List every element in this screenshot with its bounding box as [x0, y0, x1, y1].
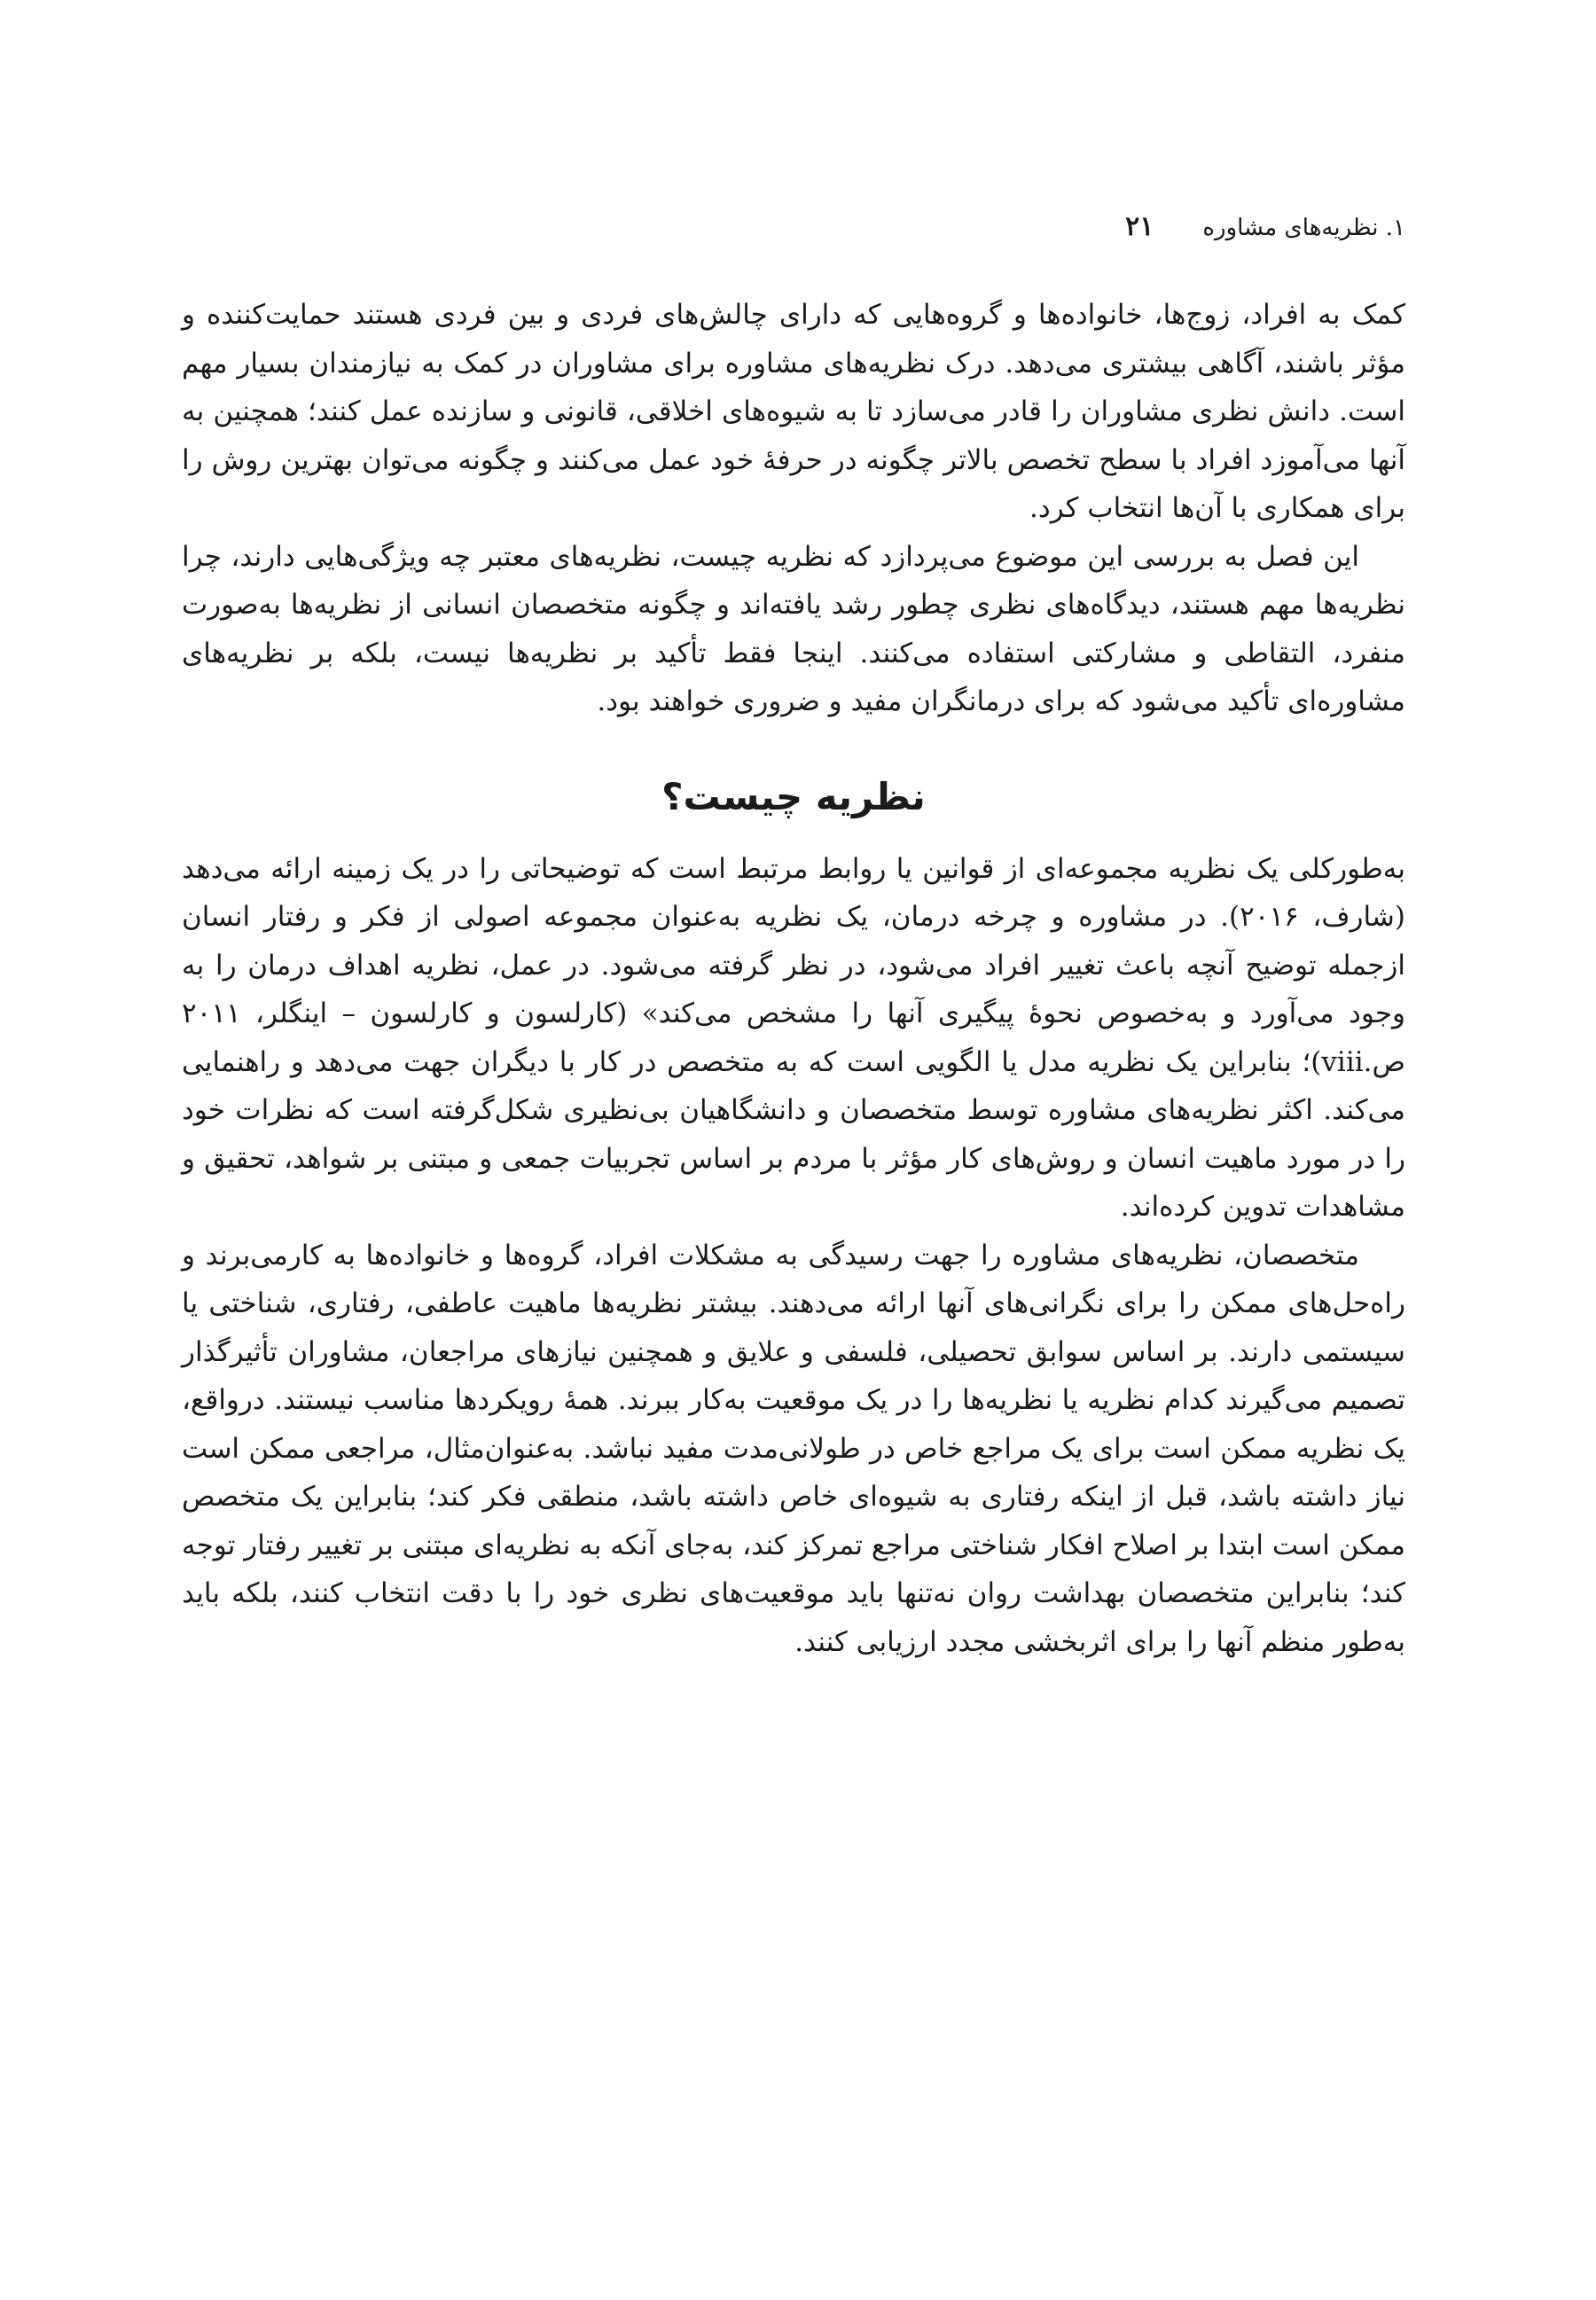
running-header	[182, 211, 1405, 242]
paragraph-section-1: به‌طورکلی یک نظریه مجموعه‌ای از قوانین یا روابط مرتبط است که توضیحاتی را در یک زمینه ارائه می‌دهد (شارف، ۲۰۱۶). در مشاوره و چرخه درمان، یک نظریه به‌عنوان مجموعه اصولی از فکر و رفتار انسان ازجمله توضیح آنچه باعث تغییر افراد می‌شود، در نظر گرفته می‌شود. در عمل، نظریه اهداف درمان را به وجود می‌آورد و به‌خصوص نحوهٔ پیگیری آنها را مشخص می‌کند» (کارلسون و کارلسون – اینگلر، ۲۰۱۱ ص.viii)؛ بنابراین یک نظریه مدل یا الگویی است که به متخصص در کار با دیگران جهت می‌دهد و راهنمایی می‌کند. اکثر نظریه‌های مشاوره توسط متخصصان و دانشگاهیان بی‌نظیری شکل‌گرفته است که نظرات خود را در مورد ماهیت انسان و روش‌های کار مؤثر با مردم بر اساس تجربیات جمعی و مبتنی بر شواهد، تحقیق و مشاهدات تدوین کرده‌اند.	[182, 852, 1405, 1223]
body-text	[182, 291, 1405, 1666]
paragraph-section-2: متخصصان، نظریه‌های مشاوره را جهت رسیدگی به مشکلات افراد، گروه‌ها و خانواده‌ها به کارمی‌برند و راه‌حل‌های ممکن را برای نگرانی‌های آنها ارائه می‌دهند. بیشتر نظریه‌ها ماهیت عاطفی، رفتاری، شناختی یا سیستمی دارند. بر اساس سوابق تحصیلی، فلسفی و علایق و همچنین نیازهای مراجعان، مشاوران تأثیرگذار تصمیم می‌گیرند کدام نظریه یا نظریه‌ها را در یک موقعیت به‌کار ببرند. همهٔ رویکردها مناسب نیستند. درواقع، یک نظریه ممکن است برای یک مراجع خاص در طولانی‌مدت مفید نباشد. به‌عنوان‌مثال، مراجعی ممکن است نیاز داشته باشد، قبل از اینکه رفتاری به شیوه‌ای خاص داشته باشد، منطقی فکر کند؛ بنابراین یک متخصص ممکن است ابتدا بر اصلاح افکار شناختی مراجع تمرکز کند، به‌جای آنکه به نظریه‌ای مبتنی بر تغییر رفتار توجه کند؛ بنابراین متخصصان بهداشت روان نه‌تنها باید موقعیت‌های نظری خود را با دقت انتخاب کنند، بلکه باید به‌طور منظم آنها را برای اثربخشی مجدد ارزیابی کنند.	[182, 1239, 1405, 1658]
chapter-title: ۱. نظریه‌های مشاوره	[1202, 215, 1405, 241]
section-heading: نظریه چیست؟	[661, 774, 926, 818]
paragraph-intro-2: این فصل به بررسی این موضوع می‌پردازد که نظریه چیست، نظریه‌های معتبر چه ویژگی‌هایی دارند، چرا نظریه‌ها مهم هستند، دیدگاه‌های نظری چطور رشد یافته‌اند و چگونه متخصصان انسانی از نظریه‌ها به‌صورت منفرد، التقاطی و مشارکتی استفاده می‌کنند. اینجا فقط تأکید بر نظریه‌ها نیست، بلکه بر نظریه‌های مشاوره‌ای تأکید می‌شود که برای درمانگران مفید و ضروری خواهند بود.	[182, 540, 1405, 717]
paragraph-intro-1: کمک به افراد، زوج‌ها، خانواده‌ها و گروه‌هایی که دارای چالش‌های فردی و بین فردی هستند حمایت‌کننده و مؤثر باشند، آگاهی بیشتری می‌دهد. درک نظریه‌های مشاوره برای مشاوران در کمک به نیازمندان بسیار مهم است. دانش نظری مشاوران را قادر می‌سازد تا به شیوه‌های اخلاقی، قانونی و سازنده عمل کنند؛ همچنین به آنها می‌آموزد افراد با سطح تخصص بالاتر چگونه در حرفهٔ خود عمل می‌کنند و چگونه می‌توان بهترین روش را برای همکاری با آن‌ها انتخاب کرد.	[182, 299, 1405, 524]
page-number: ۲۱	[1125, 211, 1154, 242]
